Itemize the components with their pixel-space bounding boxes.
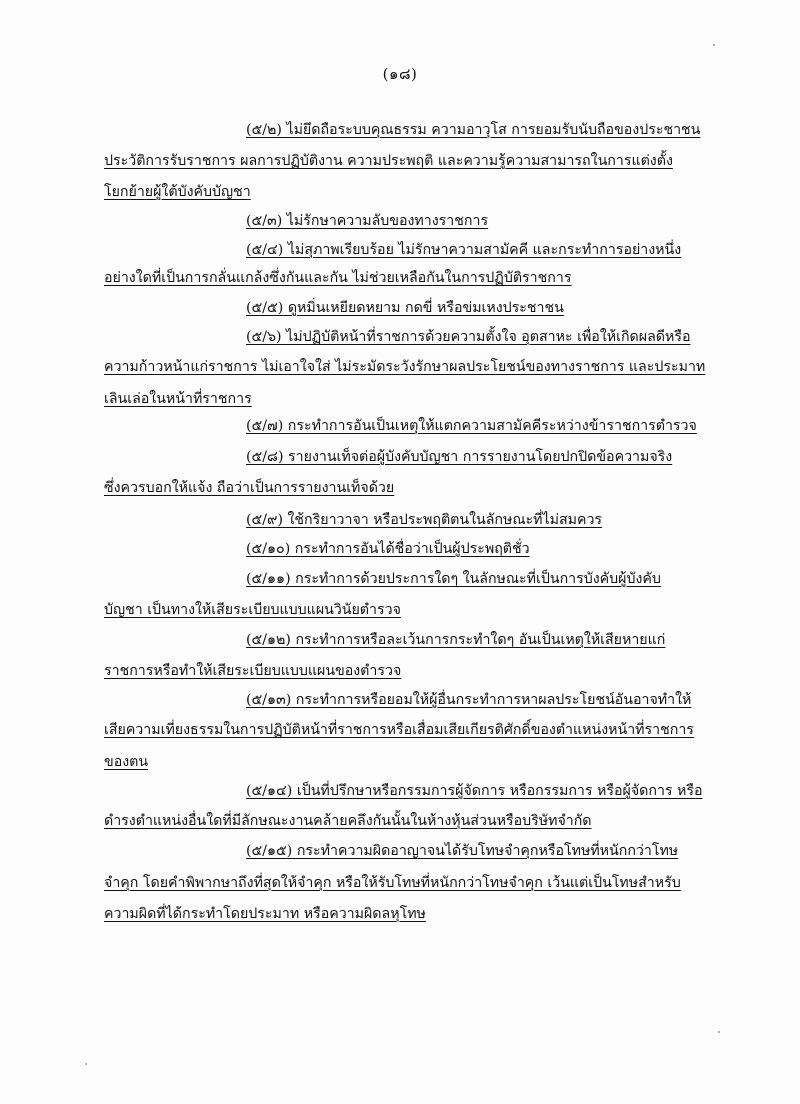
text-line: ดำรงตำแหน่งอื่นใดที่มีลักษณะงานคล้ายคลึงกันนั้นในห้างหุ้นส่วนหรือบริษัทจำกัด	[104, 813, 592, 829]
text-line: (๕/๕) ดูหมิ่นเหยียดหยาม กดขี่ หรือข่มเหงประชาชน	[246, 300, 564, 316]
text-line: (๕/๙) ใช้กริยาวาจา หรือประพฤติตนในลักษณะที่ไม่สมควร	[246, 512, 603, 528]
text-line: (๕/๑๕) กระทำความผิดอาญาจนได้รับโทษจำคุกหรือโทษที่หนักกว่าโทษ	[246, 843, 679, 859]
text-line: (๕/๑๓) กระทำการหรือยอมให้ผู้อื่นกระทำการหาผลประโยชน์อันอาจทำให้	[246, 692, 692, 708]
text-line: บัญชา เป็นทางให้เสียระเบียบแบบแผนวินัยตำรวจ	[104, 602, 401, 618]
text-line: (๕/๘) รายงานเท็จต่อผู้บังคับบัญชา การรายงานโดยปกปิดข้อความจริง	[246, 449, 673, 465]
text-line: อย่างใดที่เป็นการกลั่นแกล้งซึ่งกันและกัน ไม่ช่วยเหลือกันในการปฏิบัติราชการ	[104, 270, 572, 286]
page-number: (๑๘)	[382, 65, 418, 83]
text-line: (๕/๖) ไม่ปฏิบัติหน้าที่ราชการด้วยความตั้งใจ อุตสาหะ เพื่อให้เกิดผลดีหรือ	[246, 329, 691, 345]
text-line: ประวัติการรับราชการ ผลการปฏิบัติงาน ความประพฤติ และความรู้ความสามารถในการแต่งตั้ง	[104, 153, 673, 169]
text-line: เสียความเที่ยงธรรมในการปฏิบัติหน้าที่ราชการหรือเสื่อมเสียเกียรติศักดิ์ของตำแหน่งหน้าที่ราชการ	[104, 722, 694, 738]
text-line: (๕/๔) ไม่สุภาพเรียบร้อย ไม่รักษาความสามัคคี และกระทำการอย่างหนึ่ง	[246, 242, 682, 258]
text-line: จำคุก โดยคำพิพากษาถึงที่สุดให้จำคุก หรือให้รับโทษที่หนักกว่าโทษจำคุก เว้นแต่เป็นโทษสำหรับ	[104, 875, 681, 891]
text-line: ราชการหรือทำให้เสียระเบียบแบบแผนของตำรวจ	[104, 663, 402, 679]
text-line: (๕/๗) กระทำการอันเป็นเหตุให้แตกความสามัคคีระหว่างข้าราชการตำรวจ	[246, 418, 697, 434]
scan-speck	[85, 1063, 87, 1065]
text-line: เลินเล่อในหน้าที่ราชการ	[104, 391, 252, 407]
text-line: โยกย้ายผู้ใต้บังคับบัญชา	[104, 184, 251, 200]
text-line: (๕/๓) ไม่รักษาความลับของทางราชการ	[246, 213, 489, 229]
text-line: ซึ่งควรบอกให้แจ้ง ถือว่าเป็นการรายงานเท็จด้วย	[104, 480, 395, 496]
text-line: (๕/๑๑) กระทำการด้วยประการใดๆ ในลักษณะที่เป็นการบังคับผู้บังคับ	[246, 571, 661, 587]
text-line: ความก้าวหน้าแก่ราชการ ไม่เอาใจใส่ ไม่ระมัดระวังรักษาผลประโยชน์ของทางราชการ และประมาท	[104, 359, 706, 375]
text-line: ของตน	[104, 754, 149, 770]
text-line: ความผิดที่ได้กระทำโดยประมาท หรือความผิดลหุโทษ	[104, 906, 426, 922]
scan-speck	[718, 1031, 720, 1033]
text-line: (๕/๒) ไม่ยึดถือระบบคุณธรรม ความอาวุโส การยอมรับนับถือของประชาชน	[246, 122, 701, 138]
text-line: (๕/๑๐) กระทำการอันได้ชื่อว่าเป็นผู้ประพฤติชั่ว	[246, 541, 530, 557]
text-line: (๕/๑๔) เป็นที่ปรึกษาหรือกรรมการผู้จัดการ หรือกรรมการ หรือผู้จัดการ หรือ	[246, 783, 703, 799]
scan-speck	[713, 44, 715, 46]
text-line: (๕/๑๒) กระทำการหรือละเว้นการกระทำใดๆ อันเป็นเหตุให้เสียหายแก่	[246, 632, 666, 648]
